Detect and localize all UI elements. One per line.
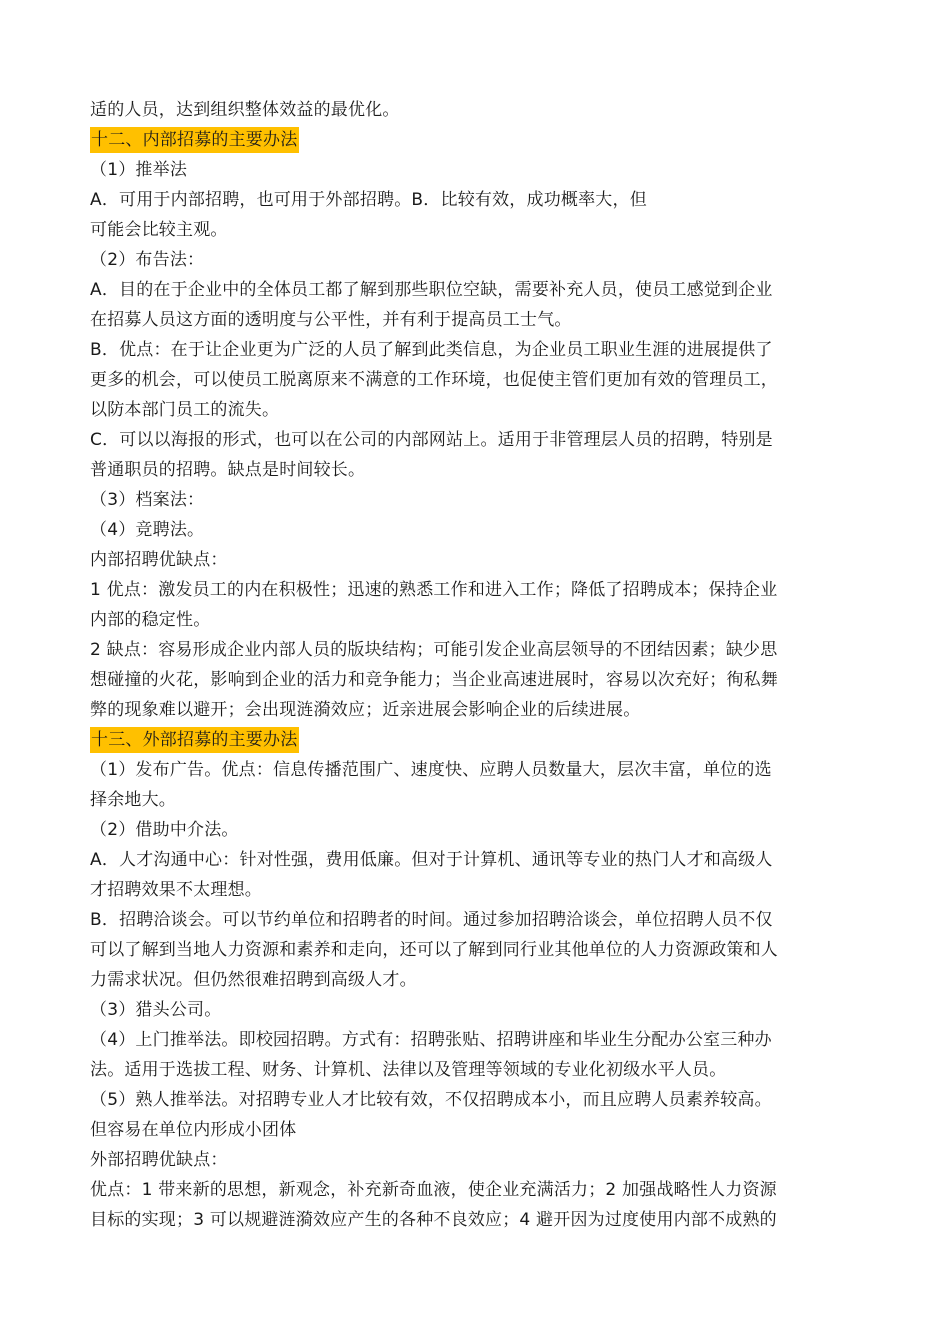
- paragraph-text: C．可以以海报的形式，也可以在公司的内部网站上。适用于非管理层人员的招聘，特别是: [90, 430, 773, 450]
- section-heading-line: [90, 725, 860, 755]
- paragraph-text: 可以了解到当地人力资源和素养和走向，还可以了解到同行业其他单位的人力资源政策和人: [90, 940, 778, 960]
- paragraph-text: （1）发布广告。优点：信息传播范围广、速度快、应聘人员数量大，层次丰富，单位的选: [90, 760, 772, 780]
- text-line: [90, 95, 860, 125]
- paragraph-text: 适的人员，达到组织整体效益的最优化。: [90, 100, 400, 120]
- text-line: [90, 1205, 860, 1235]
- section-heading-line: [90, 125, 860, 155]
- paragraph-text: 才招聘效果不太理想。: [90, 880, 262, 900]
- paragraph-text: 想碰撞的火花，影响到企业的活力和竞争能力；当企业高速进展时，容易以次充好；徇私舞: [90, 670, 778, 690]
- paragraph-text: 优点：1 带来新的思想，新观念，补充新奇血液，使企业充满活力；2 加强战略性人力资源: [90, 1180, 777, 1200]
- text-line: [90, 1115, 860, 1145]
- paragraph-text: A．可用于内部招聘，也可用于外部招聘。B．比较有效，成功概率大，但: [90, 190, 647, 210]
- text-line: [90, 845, 860, 875]
- text-line: [90, 185, 860, 215]
- text-line: [90, 545, 860, 575]
- text-line: [90, 275, 860, 305]
- paragraph-text: B．招聘洽谈会。可以节约单位和招聘者的时间。通过参加招聘洽谈会，单位招聘人员不仅: [90, 910, 773, 930]
- text-line: [90, 395, 860, 425]
- text-line: [90, 815, 860, 845]
- text-line: [90, 965, 860, 995]
- text-line: [90, 755, 860, 785]
- paragraph-text: （1）推举法: [90, 160, 188, 180]
- paragraph-text: B．优点：在于让企业更为广泛的人员了解到此类信息，为企业员工职业生涯的进展提供了: [90, 340, 773, 360]
- paragraph-text: 1 优点：激发员工的内在积极性；迅速的熟悉工作和进入工作；降低了招聘成本；保持企业: [90, 580, 778, 600]
- paragraph-text: 内部的稳定性。: [90, 610, 211, 630]
- text-line: [90, 365, 860, 395]
- paragraph-text: 以防本部门员工的流失。: [90, 400, 280, 420]
- text-line: [90, 245, 860, 275]
- text-line: [90, 455, 860, 485]
- section-heading: 十二、内部招募的主要办法: [90, 127, 299, 153]
- text-line: [90, 575, 860, 605]
- text-line: [90, 1055, 860, 1085]
- paragraph-text: （3）档案法：: [90, 490, 205, 510]
- paragraph-text: （2）布告法：: [90, 250, 205, 270]
- text-line: [90, 425, 860, 455]
- paragraph-text: 但容易在单位内形成小团体: [90, 1120, 297, 1140]
- text-line: [90, 515, 860, 545]
- paragraph-text: 目标的实现；3 可以规避涟漪效应产生的各种不良效应；4 避开因为过度使用内部不成熟的: [90, 1210, 777, 1230]
- text-line: [90, 905, 860, 935]
- paragraph-text: 内部招聘优缺点：: [90, 550, 228, 570]
- text-line: [90, 335, 860, 365]
- paragraph-text: （2）借助中介法。: [90, 820, 239, 840]
- text-line: [90, 665, 860, 695]
- text-line: [90, 785, 860, 815]
- paragraph-text: 外部招聘优缺点：: [90, 1150, 228, 1170]
- text-line: [90, 1145, 860, 1175]
- text-line: [90, 305, 860, 335]
- paragraph-text: 力需求状况。但仍然很难招聘到高级人才。: [90, 970, 417, 990]
- text-line: [90, 605, 860, 635]
- paragraph-text: （4）上门推举法。即校园招聘。方式有：招聘张贴、招聘讲座和毕业生分配办公室三种办: [90, 1030, 772, 1050]
- text-line: [90, 1025, 860, 1055]
- section-heading: 十三、外部招募的主要办法: [90, 727, 299, 753]
- paragraph-text: 法。适用于选拔工程、财务、计算机、法律以及管理等领域的专业化初级水平人员。: [90, 1060, 727, 1080]
- paragraph-text: 弊的现象难以避开；会出现涟漪效应；近亲进展会影响企业的后续进展。: [90, 700, 641, 720]
- paragraph-text: （4）竞聘法。: [90, 520, 205, 540]
- paragraph-text: 普通职员的招聘。缺点是时间较长。: [90, 460, 366, 480]
- paragraph-text: 可能会比较主观。: [90, 220, 228, 240]
- text-line: [90, 635, 860, 665]
- text-line: [90, 875, 860, 905]
- paragraph-text: A．人才沟通中心：针对性强，费用低廉。但对于计算机、通讯等专业的热门人才和高级人: [90, 850, 773, 870]
- text-line: [90, 215, 860, 245]
- text-line: [90, 995, 860, 1025]
- paragraph-text: 更多的机会，可以使员工脱离原来不满意的工作环境，也促使主管们更加有效的管理员工，: [90, 370, 778, 390]
- paragraph-text: （3）猎头公司。: [90, 1000, 222, 1020]
- text-line: [90, 935, 860, 965]
- paragraph-text: 2 缺点：容易形成企业内部人员的版块结构；可能引发企业高层领导的不团结因素；缺少思: [90, 640, 778, 660]
- document-page: [90, 95, 860, 1235]
- text-line: [90, 695, 860, 725]
- paragraph-text: 择余地大。: [90, 790, 176, 810]
- text-line: [90, 485, 860, 515]
- text-line: [90, 155, 860, 185]
- paragraph-text: A．目的在于企业中的全体员工都了解到那些职位空缺，需要补充人员，使员工感觉到企业: [90, 280, 773, 300]
- paragraph-text: 在招募人员这方面的透明度与公平性，并有利于提高员工士气。: [90, 310, 572, 330]
- paragraph-text: （5）熟人推举法。对招聘专业人才比较有效，不仅招聘成本小，而且应聘人员素养较高。: [90, 1090, 772, 1110]
- text-line: [90, 1085, 860, 1115]
- text-line: [90, 1175, 860, 1205]
